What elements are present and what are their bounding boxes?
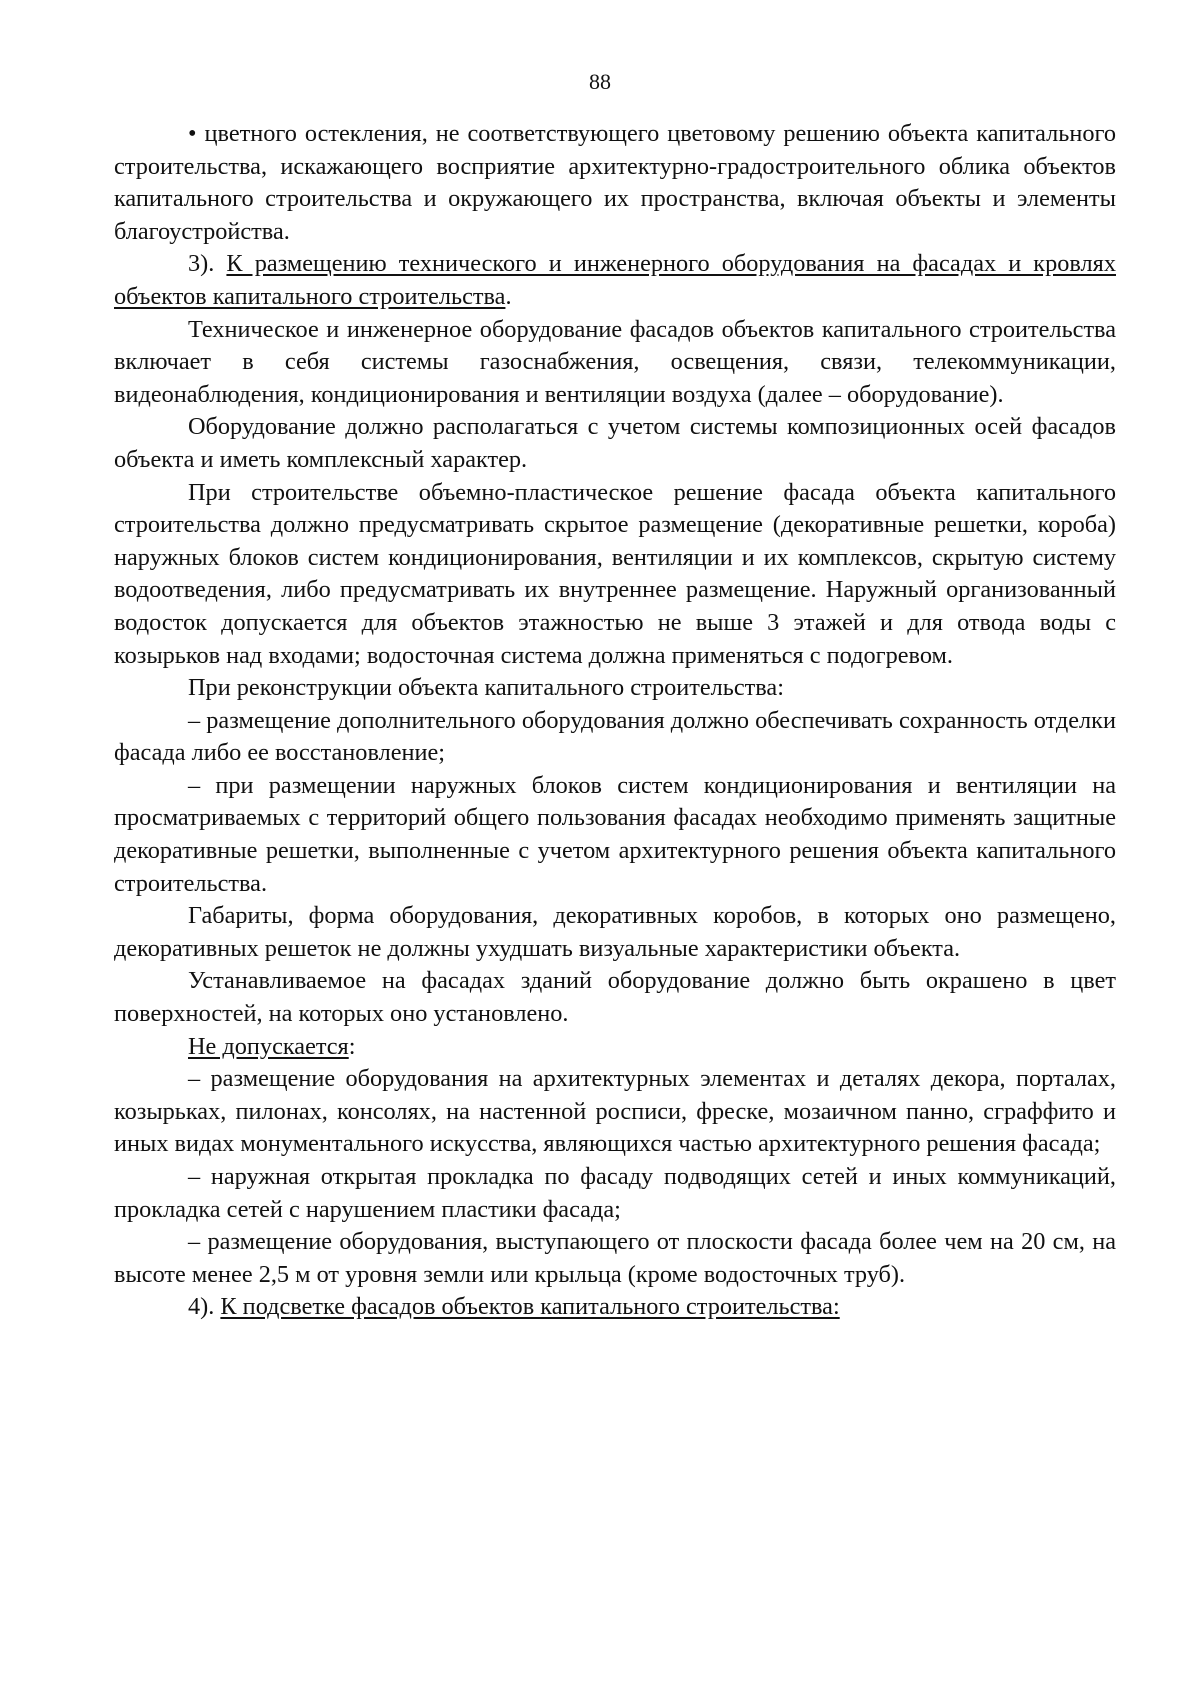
section-title: К размещению технического и инженерного оборудования на фасадах и кровлях объектов капитального строительства [114,250,1116,310]
page-number: 88 [589,69,611,94]
paragraph-color: Устанавливаемое на фасадах зданий оборудование должно быть окрашено в цвет поверхностей, на которых оно установлено. [114,967,1116,1028]
paragraph-colored-glazing: • цветного остекления, не соответствующего цветовому решению объекта капитального строительства, искажающего восприятие архитектурно-градостроительного облика объектов капитального строительства и окружающего их пространства, включая объекты и элементы благоустройства. [114,120,1116,245]
section-number: 3). [188,250,215,278]
document-body [114,118,1116,1324]
list-item-prohibited-1: – размещение оборудования на архитектурных элементах и деталях декора, порталах, козырьках, пилонах, консолях, на настенной росписи, фреске, мозаичном панно, сграффито и иных видах монументального искусства, являющихся частью архитектурного решения фасада; [114,1065,1116,1158]
section-heading-equipment [114,248,1116,313]
list-item-reconstruction-2: – при размещении наружных блоков систем кондиционирования и вентиляции на просматриваемых с территорий общего пользования фасадах необходимо применять защитные декоративные решетки, выполненные с учетом архитектурного решения объекта капитального строительства. [114,771,1116,897]
subheading-not-allowed-end: : [348,1032,356,1060]
list-item-prohibited-3: – размещение оборудования, выступающего от плоскости фасада более чем на 20 см, на высоте менее 2,5 м от уровня земли или крыльца (кроме водосточных труб). [114,1228,1116,1288]
subheading-not-allowed-text: Не допускается [188,1032,349,1060]
list-item-prohibited-2: – наружная открытая прокладка по фасаду подводящих сетей и иных коммуникаций, прокладка сетей с нарушением пластики фасада; [114,1163,1116,1223]
subheading-not-allowed [114,1031,1116,1064]
section-title-end: . [505,282,512,310]
section-heading-lighting [114,1291,1116,1324]
list-item-reconstruction-1: – размещение дополнительного оборудования должно обеспечивать сохранность отделки фасада либо ее восстановление; [114,706,1116,767]
section-number: 4). [188,1293,215,1321]
section-title: К подсветке фасадов объектов капитального строительства: [220,1293,840,1321]
paragraph-equipment-definition: Техническое и инженерное оборудование фасадов объектов капитального строительства включает в себя системы газоснабжения, освещения, связи, телекоммуникации, видеонаблюдения, кондиционирования и вентиляции воздуха (далее – оборудование). [114,315,1116,408]
paragraph-reconstruction-intro: При реконструкции объекта капитального строительства: [188,674,784,702]
paragraph-dimensions: Габариты, форма оборудования, декоративных коробов, в которых оно размещено, декоративных решеток не должны ухудшать визуальные характеристики объекта. [114,902,1116,962]
paragraph-equipment-placement: Оборудование должно располагаться с учетом системы композиционных осей фасадов объекта и иметь комплексный характер. [114,413,1116,473]
paragraph-construction-rules: При строительстве объемно-пластическое решение фасада объекта капитального строительства должно предусматривать скрытое размещение (декоративные решетки, короба) наружных блоков систем кондиционирования, вентиляции и их комплексов, скрытую систему водоотведения, либо предусматривать их внутреннее размещение. Наружный организованный водосток допускается для объектов этажностью не выше 3 этажей и для отвода воды с козырьков над входами; водосточная система должна применяться с подогревом. [114,478,1116,669]
